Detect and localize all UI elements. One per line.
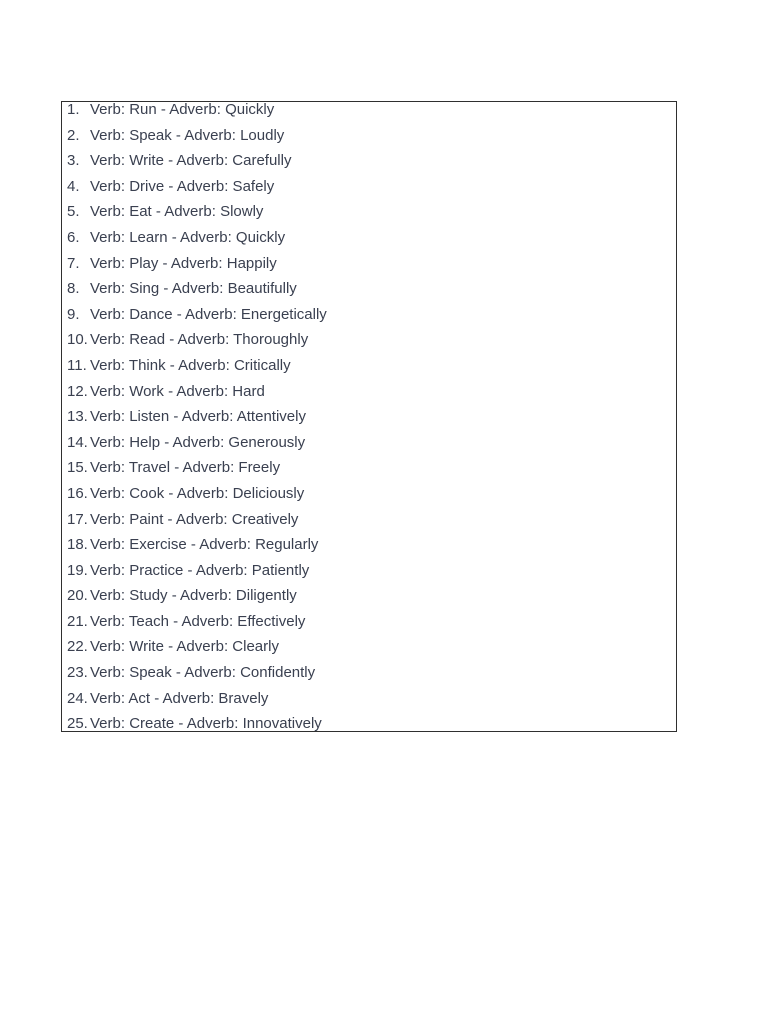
list-item — [62, 686, 676, 712]
item-number: 10. — [67, 331, 88, 349]
item-text: Verb: Learn - Adverb: Quickly — [90, 228, 286, 246]
list-item — [62, 302, 676, 328]
item-text: Verb: Travel - Adverb: Freely — [90, 459, 281, 477]
item-text: Verb: Eat - Adverb: Slowly — [90, 203, 264, 221]
item-text: Verb: Dance - Adverb: Energetically — [90, 305, 327, 323]
item-number: 5. — [67, 203, 80, 221]
item-text: Verb: Cook - Adverb: Deliciously — [90, 484, 305, 502]
item-text: Verb: Practice - Adverb: Patiently — [90, 561, 310, 579]
item-number: 1. — [67, 101, 80, 118]
verb-adverb-list — [62, 101, 676, 732]
list-item — [62, 481, 676, 507]
list-item — [62, 455, 676, 481]
item-text: Verb: Listen - Adverb: Attentively — [90, 408, 306, 426]
item-text: Verb: Paint - Adverb: Creatively — [90, 510, 299, 528]
list-item — [62, 404, 676, 430]
list-item — [62, 353, 676, 379]
list-item — [62, 609, 676, 635]
item-number: 17. — [67, 510, 88, 528]
item-number: 8. — [67, 280, 80, 298]
item-number: 18. — [67, 536, 88, 554]
item-number: 24. — [67, 689, 88, 707]
list-item — [62, 507, 676, 533]
list-item — [62, 123, 676, 149]
item-text: Verb: Exercise - Adverb: Regularly — [90, 536, 319, 554]
list-item — [62, 101, 676, 123]
list-item — [62, 174, 676, 200]
item-text: Verb: Write - Adverb: Clearly — [90, 638, 279, 656]
item-number: 9. — [67, 305, 80, 323]
item-number: 2. — [67, 126, 80, 144]
item-number: 16. — [67, 484, 88, 502]
list-item — [62, 634, 676, 660]
item-text: Verb: Sing - Adverb: Beautifully — [90, 280, 297, 298]
item-text: Verb: Write - Adverb: Carefully — [90, 152, 292, 170]
item-text: Verb: Study - Adverb: Diligently — [90, 587, 297, 605]
item-number: 20. — [67, 587, 88, 605]
list-item — [62, 711, 676, 732]
item-number: 21. — [67, 612, 88, 630]
list-item — [62, 583, 676, 609]
item-text: Verb: Work - Adverb: Hard — [90, 382, 265, 400]
item-text: Verb: Drive - Adverb: Safely — [90, 177, 275, 195]
item-number: 12. — [67, 382, 88, 400]
item-number: 7. — [67, 254, 80, 272]
item-number: 19. — [67, 561, 88, 579]
item-number: 4. — [67, 177, 80, 195]
list-item — [62, 379, 676, 405]
list-item — [62, 148, 676, 174]
item-number: 25. — [67, 715, 88, 732]
item-number: 23. — [67, 664, 88, 682]
item-text: Verb: Teach - Adverb: Effectively — [90, 612, 306, 630]
item-text: Verb: Act - Adverb: Bravely — [90, 689, 269, 707]
item-text: Verb: Run - Adverb: Quickly — [90, 101, 275, 118]
list-item — [62, 327, 676, 353]
item-number: 3. — [67, 152, 80, 170]
item-text: Verb: Play - Adverb: Happily — [90, 254, 277, 272]
item-number: 13. — [67, 408, 88, 426]
item-text: Verb: Create - Adverb: Innovatively — [90, 715, 322, 732]
item-number: 14. — [67, 433, 88, 451]
item-text: Verb: Read - Adverb: Thoroughly — [90, 331, 309, 349]
list-item — [62, 225, 676, 251]
list-item — [62, 199, 676, 225]
item-number: 22. — [67, 638, 88, 656]
list-item — [62, 276, 676, 302]
item-number: 15. — [67, 459, 88, 477]
list-item — [62, 430, 676, 456]
item-text: Verb: Speak - Adverb: Confidently — [90, 664, 316, 682]
list-item — [62, 558, 676, 584]
item-text: Verb: Think - Adverb: Critically — [90, 356, 291, 374]
item-number: 6. — [67, 228, 80, 246]
item-text: Verb: Help - Adverb: Generously — [90, 433, 306, 451]
item-text: Verb: Speak - Adverb: Loudly — [90, 126, 285, 144]
list-item — [62, 251, 676, 277]
list-item — [62, 660, 676, 686]
item-number: 11. — [67, 356, 87, 374]
verb-adverb-list-box — [61, 101, 677, 732]
list-item — [62, 532, 676, 558]
